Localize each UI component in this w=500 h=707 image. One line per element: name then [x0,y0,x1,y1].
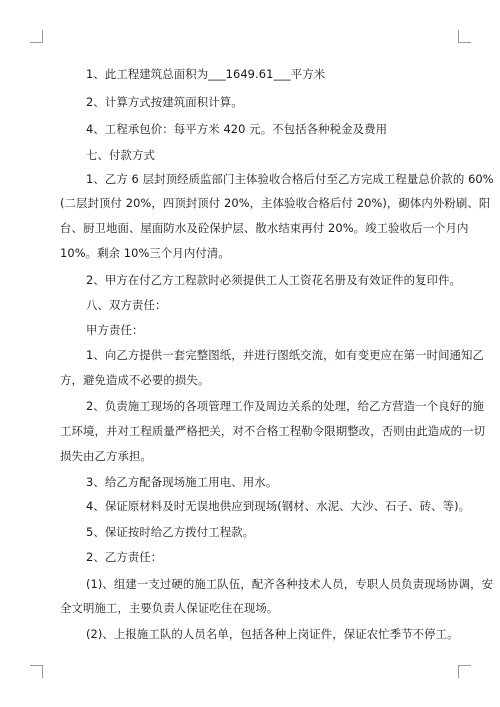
paragraph-line: 台、厨卫地面、屋面防水及砼保护层、散水结束再付 20%。竣工验收后一个月内 [60,221,469,235]
section-heading: 七、付款方式 [86,148,155,162]
subsection-heading: 2、乙方责任： [86,550,163,564]
paragraph-line: 方，避免造成不必要的损失。 [60,373,210,387]
section-heading: 八、双方责任： [86,298,167,312]
paragraph-line: 1、此工程建筑总面积为___1649.61___平方米 [86,67,326,81]
corner-mark-bottom-left [30,665,43,678]
paragraph-line: 10%。剩余 10%三个月内付清。 [60,246,230,260]
paragraph-line: (1)、组建一支过硬的施工队伍，配齐各种技术人员，专职人员负责现场协调，安 [86,577,494,591]
paragraph-line: 2、计算方式按建筑面积计算。 [86,95,243,109]
paragraph-line: 全文明施工，主要负责人保证吃住在现场。 [60,601,279,615]
subsection-heading: 甲方责任： [86,323,144,337]
corner-mark-top-right [458,30,471,43]
paragraph-line: 2、负责施工现场的各项管理工作及周边关系的处理，给乙方营造一个良好的施 [86,399,485,413]
paragraph-line: 3、给乙方配备现场施工用电、用水。 [86,475,278,489]
corner-mark-bottom-right [458,665,471,678]
paragraph-line: 工环境，并对工程质量严格把关，对不合格工程勒令限期整改，否则由此造成的一切 [60,424,486,438]
paragraph-line: (2)、上报施工队的人员名单，包括各种上岗证件，保证农忙季节不停工。 [86,627,459,641]
paragraph-line: 5、保证按时给乙方拨付工程款。 [86,525,255,539]
paragraph-line: 2、甲方在付乙方工程款时必须提供工人工资花名册及有效证件的复印件。 [86,273,462,287]
paragraph-line: 1、向乙方提供一套完整图纸，并进行图纸交流，如有变更应在第一时间通知乙 [86,348,485,362]
paragraph-line: 损失由乙方承担。 [60,449,152,463]
paragraph-line: 1、乙方 6 层封顶经质监部门主体验收合格后付至乙方完成工程量总价款的 60% [86,172,494,186]
paragraph-line: 4、保证原材料及时无误地供应到现场(钢材、水泥、大沙、石子、砖、等)。 [86,499,471,513]
paragraph-line: 4、工程承包价：每平方米 420 元。不包括各种税金及费用 [86,122,388,136]
corner-mark-top-left [30,30,43,43]
paragraph-line: (二层封顶付 20%，四顶封顶付 20%，主体验收合格后付 20%)，砌体内外粉刷、阳 [60,196,491,210]
